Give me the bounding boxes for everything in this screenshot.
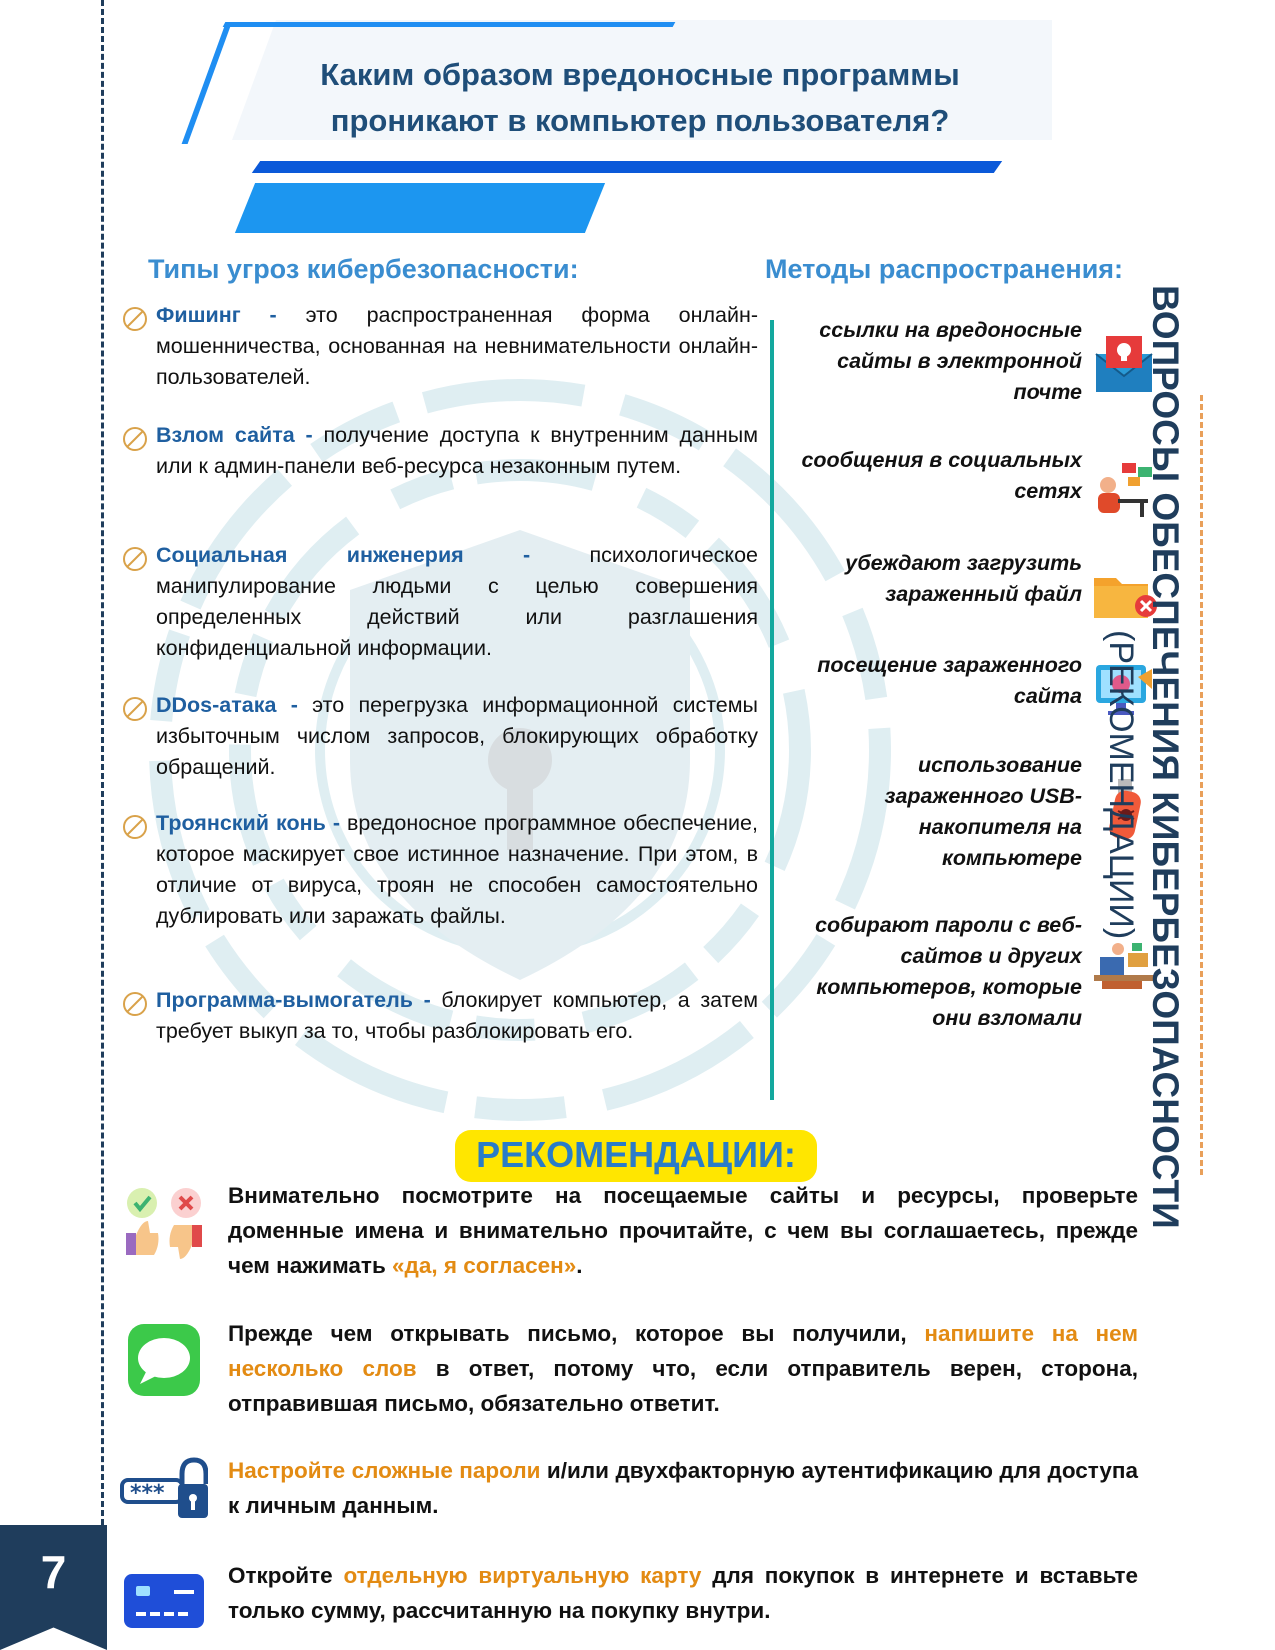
prohibited-icon bbox=[122, 546, 148, 572]
threat-term: Программа-вымогатель bbox=[156, 988, 414, 1012]
thumbs-check-icon bbox=[120, 1185, 208, 1270]
threat-separator: - bbox=[325, 811, 347, 835]
threat-text bbox=[156, 540, 758, 664]
recommendation-text-part: Внимательно посмотрите на посещаемые сайты и ресурсы, проверьте доменные имена и внимательно прочитайте, с чем вы соглашаетесь, прежде чем нажимать bbox=[228, 1183, 1138, 1278]
recommendation-text bbox=[228, 1453, 1138, 1523]
threat-description: психологическое манипулирование людьми с целью совершения определенных действий или разглашения конфиденциальной информации. bbox=[156, 543, 758, 660]
threat-text bbox=[156, 690, 758, 783]
recommendation-text-part: в ответ, потому что, если отправитель верен, сторона, отправившая письмо, обязательно ответит. bbox=[228, 1356, 1138, 1416]
threat-description: блокирует компьютер, а затем требует выкуп за то, чтобы разблокировать его. bbox=[156, 988, 759, 1043]
recommendation-highlight: «да, я согласен» bbox=[392, 1253, 577, 1278]
svg-text:***: *** bbox=[130, 1481, 165, 1506]
recommendation-text bbox=[228, 1178, 1138, 1283]
page-title bbox=[260, 52, 1020, 144]
column-divider bbox=[770, 320, 774, 1100]
page-title-line1: Каким образом вредоносные программы bbox=[320, 57, 960, 92]
recommendation-highlight: напишите на нем несколько слов bbox=[228, 1321, 1138, 1381]
recommendation-text bbox=[228, 1316, 1138, 1421]
method-item: посещение зараженного сайта bbox=[817, 653, 1082, 708]
threat-separator: - bbox=[276, 693, 313, 717]
recommendation-text-part: . bbox=[576, 1253, 583, 1278]
threat-description: это перегрузка информационной системы избыточным числом запросов, блокирующих обработку обращений. bbox=[156, 693, 758, 779]
method-item: собирают пароли с веб-сайтов и других компьютеров, которые они взломали bbox=[815, 913, 1082, 1030]
threat-separator: - bbox=[294, 423, 324, 447]
threat-description: получение доступа к внутренним данным или к админ-панели веб-ресурса незаконным путем. bbox=[156, 423, 758, 478]
threat-item bbox=[122, 300, 758, 393]
page-number: 7 bbox=[40, 1546, 67, 1598]
vertical-subtitle: (РЕКОМЕНДАЦИИ) bbox=[1102, 630, 1140, 940]
header-accent-line bbox=[223, 22, 676, 27]
password-lock-icon bbox=[120, 1450, 208, 1535]
message-bubble-icon bbox=[120, 1320, 208, 1405]
threat-term: Взлом сайта bbox=[156, 423, 295, 447]
method-item: использование зараженного USB-накопителя на компьютере bbox=[884, 753, 1082, 870]
threat-text bbox=[156, 300, 758, 393]
left-dashed-border bbox=[101, 0, 104, 1525]
method-item: убеждают загрузить зараженный файл bbox=[845, 551, 1082, 606]
threat-separator: - bbox=[463, 543, 590, 567]
header-stripe-dark bbox=[252, 161, 1002, 173]
recommendation-highlight: Настройте сложные пароли bbox=[228, 1458, 541, 1483]
recommendation-item bbox=[228, 1178, 1138, 1283]
recommendation-item bbox=[228, 1316, 1138, 1421]
recommendation-highlight: отдельную виртуальную карту bbox=[343, 1563, 702, 1588]
vertical-dashed-accent bbox=[1200, 395, 1203, 1175]
recommendation-item bbox=[228, 1558, 1138, 1628]
recommendation-text bbox=[228, 1558, 1138, 1628]
threat-term: DDos-атака bbox=[156, 693, 277, 717]
header-accent-edge bbox=[182, 22, 232, 144]
prohibited-icon bbox=[122, 306, 148, 332]
recommendation-text-part: и/или двухфакторную аутентификацию для доступа к личным данным. bbox=[228, 1458, 1138, 1518]
threat-item bbox=[122, 808, 758, 932]
method-item: сообщения в социальных сетях bbox=[801, 448, 1082, 503]
threat-description: это распространенная форма онлайн-мошенничества, основанная на невнимательности онлайн-пользователей. bbox=[156, 303, 759, 389]
prohibited-icon bbox=[122, 814, 148, 840]
credit-card-icon bbox=[120, 1560, 208, 1645]
prohibited-icon bbox=[122, 991, 148, 1017]
threat-term: Троянский конь bbox=[156, 811, 326, 835]
threat-text bbox=[156, 420, 758, 482]
recommendations-heading: РЕКОМЕНДАЦИИ: bbox=[476, 1134, 796, 1175]
recommendation-text-part: Прежде чем открывать письмо, которое вы получили, bbox=[228, 1321, 925, 1346]
header-stripe-light bbox=[235, 183, 605, 233]
threat-term: Фишинг bbox=[156, 303, 241, 327]
recommendation-text-part: Откройте bbox=[228, 1563, 344, 1588]
threat-separator: - bbox=[240, 303, 306, 327]
threat-text bbox=[156, 985, 758, 1047]
prohibited-icon bbox=[122, 426, 148, 452]
recommendation-text-part: для покупок в интернете и вставьте только сумму, рассчитанную на покупку внутри. bbox=[228, 1563, 1139, 1623]
page-title-line2: проникают в компьютер пользователя? bbox=[330, 103, 950, 138]
threat-item bbox=[122, 540, 758, 664]
threat-description: вредоносное программное обеспечение, которое маскирует свое истинное назначение. При этом, в отличие от вируса, троян не способен самостоятельно дублировать или заражать файлы. bbox=[156, 811, 758, 928]
threat-item bbox=[122, 420, 758, 482]
method-item: ссылки на вредоносные сайты в электронной почте bbox=[819, 318, 1082, 404]
threat-item bbox=[122, 985, 758, 1047]
methods-heading: Методы распространения: bbox=[765, 254, 1124, 284]
prohibited-icon bbox=[122, 696, 148, 722]
threats-heading: Типы угроз кибербезопасности: bbox=[148, 254, 579, 284]
threat-item bbox=[122, 690, 758, 783]
vertical-title: ВОПРОСЫ ОБЕСПЕЧЕНИЯ КИБЕРБЕЗОПАСНОСТИ bbox=[1145, 285, 1186, 1229]
threat-separator: - bbox=[413, 988, 442, 1012]
threat-term: Социальная инженерия bbox=[156, 543, 464, 567]
recommendation-item bbox=[228, 1453, 1138, 1523]
threat-text bbox=[156, 808, 758, 932]
